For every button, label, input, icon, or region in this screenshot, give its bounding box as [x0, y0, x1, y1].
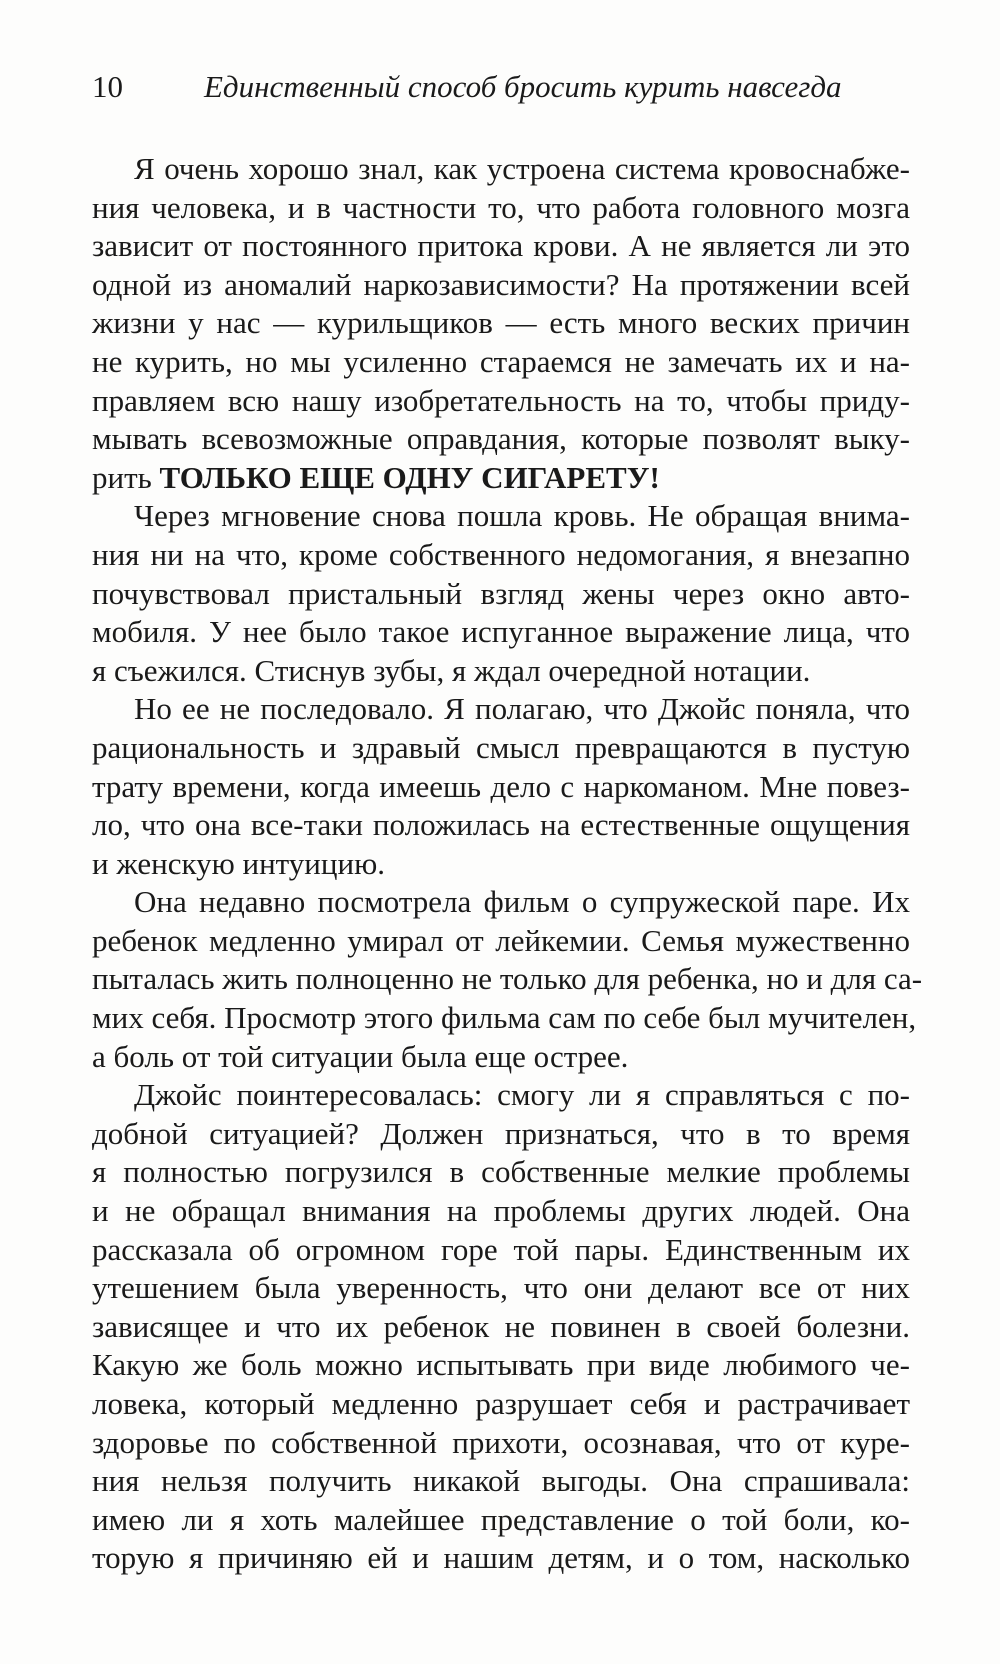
text-line: жизни у нас — курильщиков — есть много веских причин — [92, 305, 910, 341]
text-line: зависит от постоянного притока крови. А не является ли это — [92, 228, 910, 264]
text-line: рациональность и здравый смысл превращаются в пустую — [92, 729, 910, 765]
text-line: рассказала об огромном горе той пары. Единственным их — [92, 1231, 910, 1267]
text-line: мих себя. Просмотр этого фильма сам по себе был мучителен, — [92, 1000, 917, 1036]
text-line: здоровье по собственной прихоти, осознавая, что от куре- — [92, 1424, 910, 1460]
text-line: ловека, который медленно разрушает себя и растрачивает — [92, 1386, 910, 1421]
text-line: Она недавно посмотрела фильм о супружеской паре. Их — [134, 884, 910, 920]
text-line: почувствовал пристальный взгляд жены через окно авто- — [92, 575, 910, 611]
page-header — [92, 62, 912, 112]
text-line: Но ее не последовало. Я полагаю, что Джойс поняла, что — [134, 691, 910, 727]
text-line: Какую же боль можно испытывать при виде любимого че- — [92, 1347, 910, 1383]
text-line: я съежился. Стиснув зубы, я ждал очередной нотации. — [92, 652, 811, 688]
text-line: и не обращал внимания на проблемы других людей. Она — [92, 1193, 910, 1229]
text-line: одной из аномалий наркозависимости? На протяжении всей — [92, 266, 910, 302]
text-line: пыталась жить полноценно не только для ребенка, но и для са- — [92, 961, 923, 997]
text-line: ния человека, и в частности то, что работа головного мозга — [92, 189, 910, 225]
text-line: добной ситуацией? Должен признаться, что в то время — [92, 1115, 910, 1151]
body-text — [92, 150, 923, 1578]
running-title: Единственный способ бросить курить навсегда — [204, 69, 842, 104]
text-line: торую я причиняю ей и нашим детям, и о том, насколько — [92, 1540, 910, 1576]
text-line: а боль от той ситуации была еще острее. — [92, 1038, 629, 1074]
text-line: имею ли я хоть малейшее представление о той боли, ко- — [92, 1501, 910, 1537]
text-line-with-emphasis — [92, 459, 910, 498]
text-line: я полностью погрузился в собственные мелкие проблемы — [92, 1154, 910, 1190]
text-line: ло, что она все-таки положилась на естественные ощущения — [92, 807, 910, 843]
text-line: Джойс поинтересовалась: смогу ли я справляться с по- — [134, 1077, 910, 1113]
text-line: Я очень хорошо знал, как устроена система кровоснабже- — [134, 151, 910, 186]
text-line: ния нельзя получить никакой выгоды. Она спрашивала: — [92, 1463, 910, 1499]
text-line: ния ни на что, кроме собственного недомогания, я внезапно — [92, 536, 910, 572]
text-line: Через мгновение снова пошла кровь. Не обращая внима- — [134, 498, 910, 534]
text-line: мывать всевозможные оправдания, которые позволят выку- — [92, 421, 910, 457]
emphasis-text: ТОЛЬКО ЕЩЕ ОДНУ СИГАРЕТУ! — [159, 459, 660, 495]
text-line: правляем всю нашу изобретательность на то, чтобы приду- — [92, 382, 910, 418]
text-line: и женскую интуицию. — [92, 845, 385, 881]
text-line: рить — [92, 459, 160, 495]
page-number: 10 — [92, 69, 123, 104]
text-line: трату времени, когда имеешь дело с наркоманом. Мне повез- — [92, 768, 910, 804]
text-line: ребенок медленно умирал от лейкемии. Семья мужественно — [92, 922, 910, 958]
text-line: зависящее и что их ребенок не повинен в своей болезни. — [92, 1308, 910, 1344]
text-line: мобиля. У нее было такое испуганное выражение лица, что — [92, 614, 910, 650]
text-line: не курить, но мы усиленно стараемся не замечать их и на- — [92, 343, 910, 379]
text-line: утешением была уверенность, что они делают все от них — [92, 1270, 910, 1306]
